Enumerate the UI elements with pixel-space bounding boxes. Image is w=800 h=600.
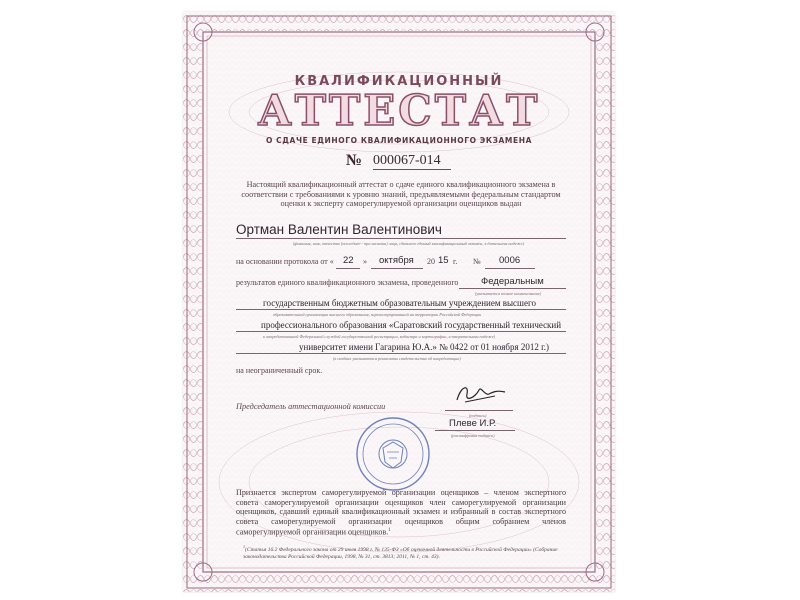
term-text: на неограниченный срок. <box>236 366 323 375</box>
intro-text: Настоящий квалификационный аттестат о сдаче единого квалификационного экзамена в соответствии с требованиями к уровню знаний, предъявляемыми федеральным стандартом оценки к эксперту саморегулируемой организации оценщиков выдан <box>241 180 561 209</box>
exam-prefix: результатов единого квалификационного экзамена, проведенного <box>236 278 459 287</box>
chair-name-caption: (расшифровка подписи) <box>451 433 495 438</box>
holder-caption: (фамилия, имя, отчество (последнее - при наличии) лица, сдавшего единый квалификационный экзамен, в дательном падеже) <box>293 241 524 246</box>
number-sign: № <box>346 152 363 169</box>
bottom-superscript: 1 <box>388 528 391 534</box>
protocol-year-suffix: г. <box>453 257 458 266</box>
holder-name: Ортман Валентин Валентинович <box>236 222 442 237</box>
exam-value: Федеральным <box>481 276 544 287</box>
bottom-text: Признается экспертом саморегулируемой организации оценщиков – членом экспертного совета саморегулируемой организации оценщиков член саморегулируемой организации оценщиков, сдавший единый квалификационный экзамен и избранный в состав экспертного совета саморегулируемой организации оценщиков общим собранием членов саморегулируемой организации оценщиков.$^1$ <box>236 488 566 538</box>
footnote: $^1$(Статья 16.2 Федерального закона от 29 июля 1998 г. № 135-ФЗ «Об оценочной деятельности в Российской Федерации» (Собрание законодательства Российской Федерации, 1998, № 31, ст. 3813; 2011, № 1, ст. 43). <box>243 544 558 560</box>
signature <box>451 380 511 408</box>
protocol-year-prefix: 20 <box>427 257 435 266</box>
certificate-page <box>183 12 615 592</box>
protocol-number: 0006 <box>499 255 521 266</box>
org-caption-1: образовательной организации высшего образования, зарегистрированной на территории Российской Федерации <box>273 312 482 317</box>
commission-label: Председатель аттестационной комиссии <box>236 402 386 411</box>
subtitle: О СДАЧЕ ЕДИНОГО КВАЛИФИКАЦИОННОГО ЭКЗАМЕНА <box>265 136 533 145</box>
signature-caption: (подпись) <box>469 413 487 418</box>
footnote-mark: 1 <box>243 544 245 549</box>
org-line-3: университет имени Гагарина Ю.А.» № 0422 от 01 ноября 2012 г.) <box>299 342 550 352</box>
protocol-quote: » <box>363 257 367 266</box>
protocol-no-sign: № <box>473 257 481 266</box>
title-top: КВАЛИФИКАЦИОННЫЙ <box>294 74 504 89</box>
org-caption-2: и аккредитованной Федеральной службой государственной регистрации, кадастра и картографии, в творительном падеже) <box>263 334 496 339</box>
org-line-1: государственным бюджетным образовательным учреждением высшего <box>263 298 536 308</box>
title-main: АТТЕСТАТ <box>257 86 541 135</box>
protocol-day: 22 <box>343 255 354 266</box>
protocol-month: октября <box>379 255 414 266</box>
exam-caption: (указывается полное наименование) <box>475 291 542 296</box>
chair-name: Плеве И.Р. <box>449 418 497 429</box>
certificate-number: 000067-014 <box>373 153 451 170</box>
org-line-2: профессионального образования «Саратовский государственный технический <box>261 320 562 330</box>
protocol-year: 15 <box>438 255 449 266</box>
protocol-prefix: на основании протокола от « <box>236 257 334 266</box>
org-caption-3: (в скобках указываются реквизиты свидетельства об аккредитации) <box>333 356 461 361</box>
